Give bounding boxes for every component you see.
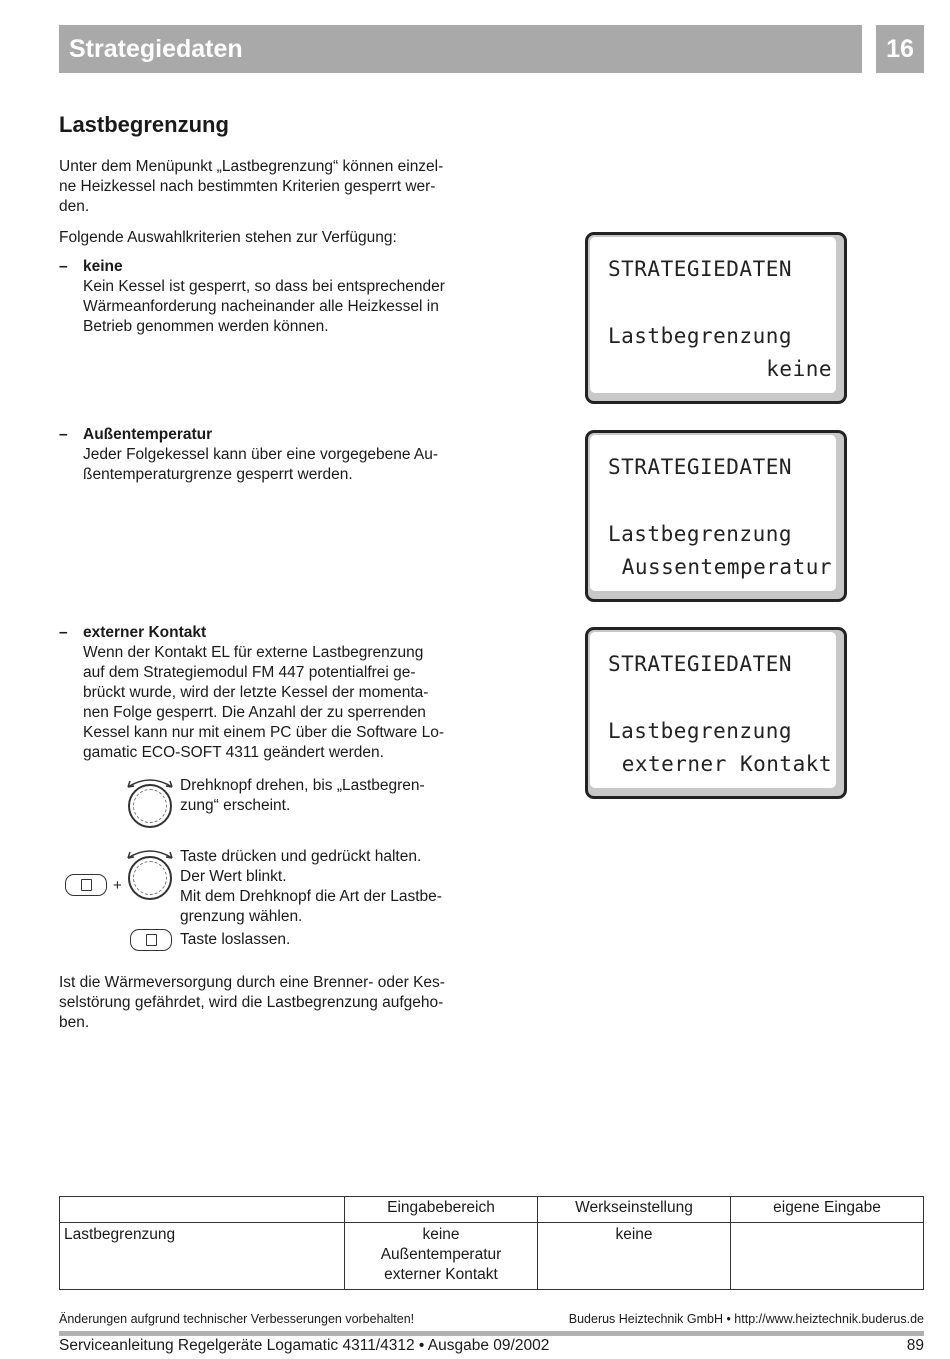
table-cell-label: Lastbegrenzung <box>60 1223 345 1290</box>
option-title: keine <box>83 258 123 275</box>
push-button-icon <box>130 929 172 951</box>
desc-line: Betrieb genommen werden können. <box>83 318 329 335</box>
step-line: Drehknopf drehen, bis „Lastbegren- <box>180 777 425 794</box>
step-rotate-text <box>180 776 480 816</box>
intro-paragraph <box>59 157 474 217</box>
lcd-line-3: externer Kontakt <box>621 752 832 776</box>
lcd-line-2: Lastbegrenzung <box>608 719 793 743</box>
chapter-title: Strategiedaten <box>69 35 243 63</box>
lcd-display-keine <box>585 232 847 404</box>
table-header-row <box>60 1197 924 1223</box>
closing-line: ben. <box>59 1014 90 1031</box>
rotary-knob-icon <box>128 784 172 828</box>
desc-line: nen Folge gesperrt. Die Anzahl der zu sperrenden <box>83 704 426 721</box>
plus-sign: + <box>113 877 122 894</box>
list-dash: – <box>59 258 68 275</box>
desc-line: ßentemperaturgrenze gesperrt werden. <box>83 466 353 483</box>
chapter-header <box>59 25 862 73</box>
list-dash: – <box>59 426 68 443</box>
desc-line: Kessel kann nur mit einem PC über die Software Lo- <box>83 724 444 741</box>
desc-line: gamatic ECO-SOFT 4311 geändert werden. <box>83 744 384 761</box>
table-cell-range <box>345 1223 538 1290</box>
criteria-intro: Folgende Auswahlkriterien stehen zur Verfügung: <box>59 229 397 246</box>
push-button-icon <box>65 874 107 896</box>
step-line: grenzung wählen. <box>180 908 303 925</box>
closing-line: selstörung gefährdet, wird die Lastbegrenzung aufgeho- <box>59 994 444 1011</box>
step-line: Mit dem Drehknopf die Art der Lastbe- <box>180 888 442 905</box>
section-title: Lastbegrenzung <box>59 112 229 137</box>
range-value: keine <box>422 1226 460 1243</box>
footer-manual-title: Serviceanleitung Regelgeräte Logamatic 4311/4312 • Ausgabe 09/2002 <box>59 1337 550 1354</box>
option-title: Außentemperatur <box>83 426 213 443</box>
desc-line: auf dem Strategiemodul FM 447 potentialfrei ge- <box>83 664 416 681</box>
list-dash: – <box>59 624 68 641</box>
footer-divider <box>59 1331 924 1336</box>
lcd-line-1: STRATEGIEDATEN <box>608 455 793 479</box>
table-header: eigene Eingabe <box>731 1197 924 1223</box>
table-cell-default: keine <box>538 1223 731 1290</box>
table-row <box>60 1223 924 1290</box>
closing-paragraph <box>59 973 474 1033</box>
closing-line: Ist die Wärmeversorgung durch eine Brenner- oder Kes- <box>59 974 445 991</box>
intro-line: ne Heizkessel nach bestimmten Kriterien gesperrt wer- <box>59 178 436 195</box>
option-description <box>83 445 474 485</box>
step-line: Taste drücken und gedrückt halten. <box>180 848 422 865</box>
footer-note-left: Änderungen aufgrund technischer Verbesserungen vorbehalten! <box>59 1312 415 1326</box>
step-release-text: Taste loslassen. <box>180 931 291 948</box>
table-header: Werkseinstellung <box>538 1197 731 1223</box>
lcd-line-3: Aussentemperatur <box>621 555 832 579</box>
desc-line: Wenn der Kontakt EL für externe Lastbegrenzung <box>83 644 424 661</box>
intro-line: Unter dem Menüpunkt „Lastbegrenzung“ können einzel- <box>59 158 444 175</box>
table-cell-own <box>731 1223 924 1290</box>
option-description <box>83 643 474 763</box>
option-title: externer Kontakt <box>83 624 207 641</box>
page-number: 89 <box>906 1337 924 1354</box>
range-value: externer Kontakt <box>384 1266 498 1283</box>
lcd-line-1: STRATEGIEDATEN <box>608 652 793 676</box>
intro-line: den. <box>59 198 90 215</box>
rotary-knob-icon <box>128 856 172 900</box>
lcd-line-2: Lastbegrenzung <box>608 324 793 348</box>
step-press-text <box>180 847 480 927</box>
option-description <box>83 277 474 337</box>
desc-line: Wärmeanforderung nacheinander alle Heizkessel in <box>83 298 439 315</box>
footer-note-right: Buderus Heiztechnik GmbH • http://www.heiztechnik.buderus.de <box>568 1312 924 1326</box>
lcd-display-aussentemperatur <box>585 430 847 602</box>
lcd-line-3: keine <box>766 357 832 381</box>
table-header <box>60 1197 345 1223</box>
range-value: Außentemperatur <box>380 1246 502 1263</box>
lcd-line-2: Lastbegrenzung <box>608 522 793 546</box>
desc-line: Jeder Folgekessel kann über eine vorgegebene Au- <box>83 446 439 463</box>
lcd-line-1: STRATEGIEDATEN <box>608 257 793 281</box>
lcd-display-externer-kontakt <box>585 627 847 799</box>
step-line: zung“ erscheint. <box>180 797 291 814</box>
step-line: Der Wert blinkt. <box>180 868 287 885</box>
settings-table <box>59 1196 924 1290</box>
desc-line: brückt wurde, wird der letzte Kessel der momenta- <box>83 684 429 701</box>
table-header: Eingabebereich <box>345 1197 538 1223</box>
desc-line: Kein Kessel ist gesperrt, so dass bei entsprechender <box>83 278 445 295</box>
chapter-number: 16 <box>876 25 924 73</box>
